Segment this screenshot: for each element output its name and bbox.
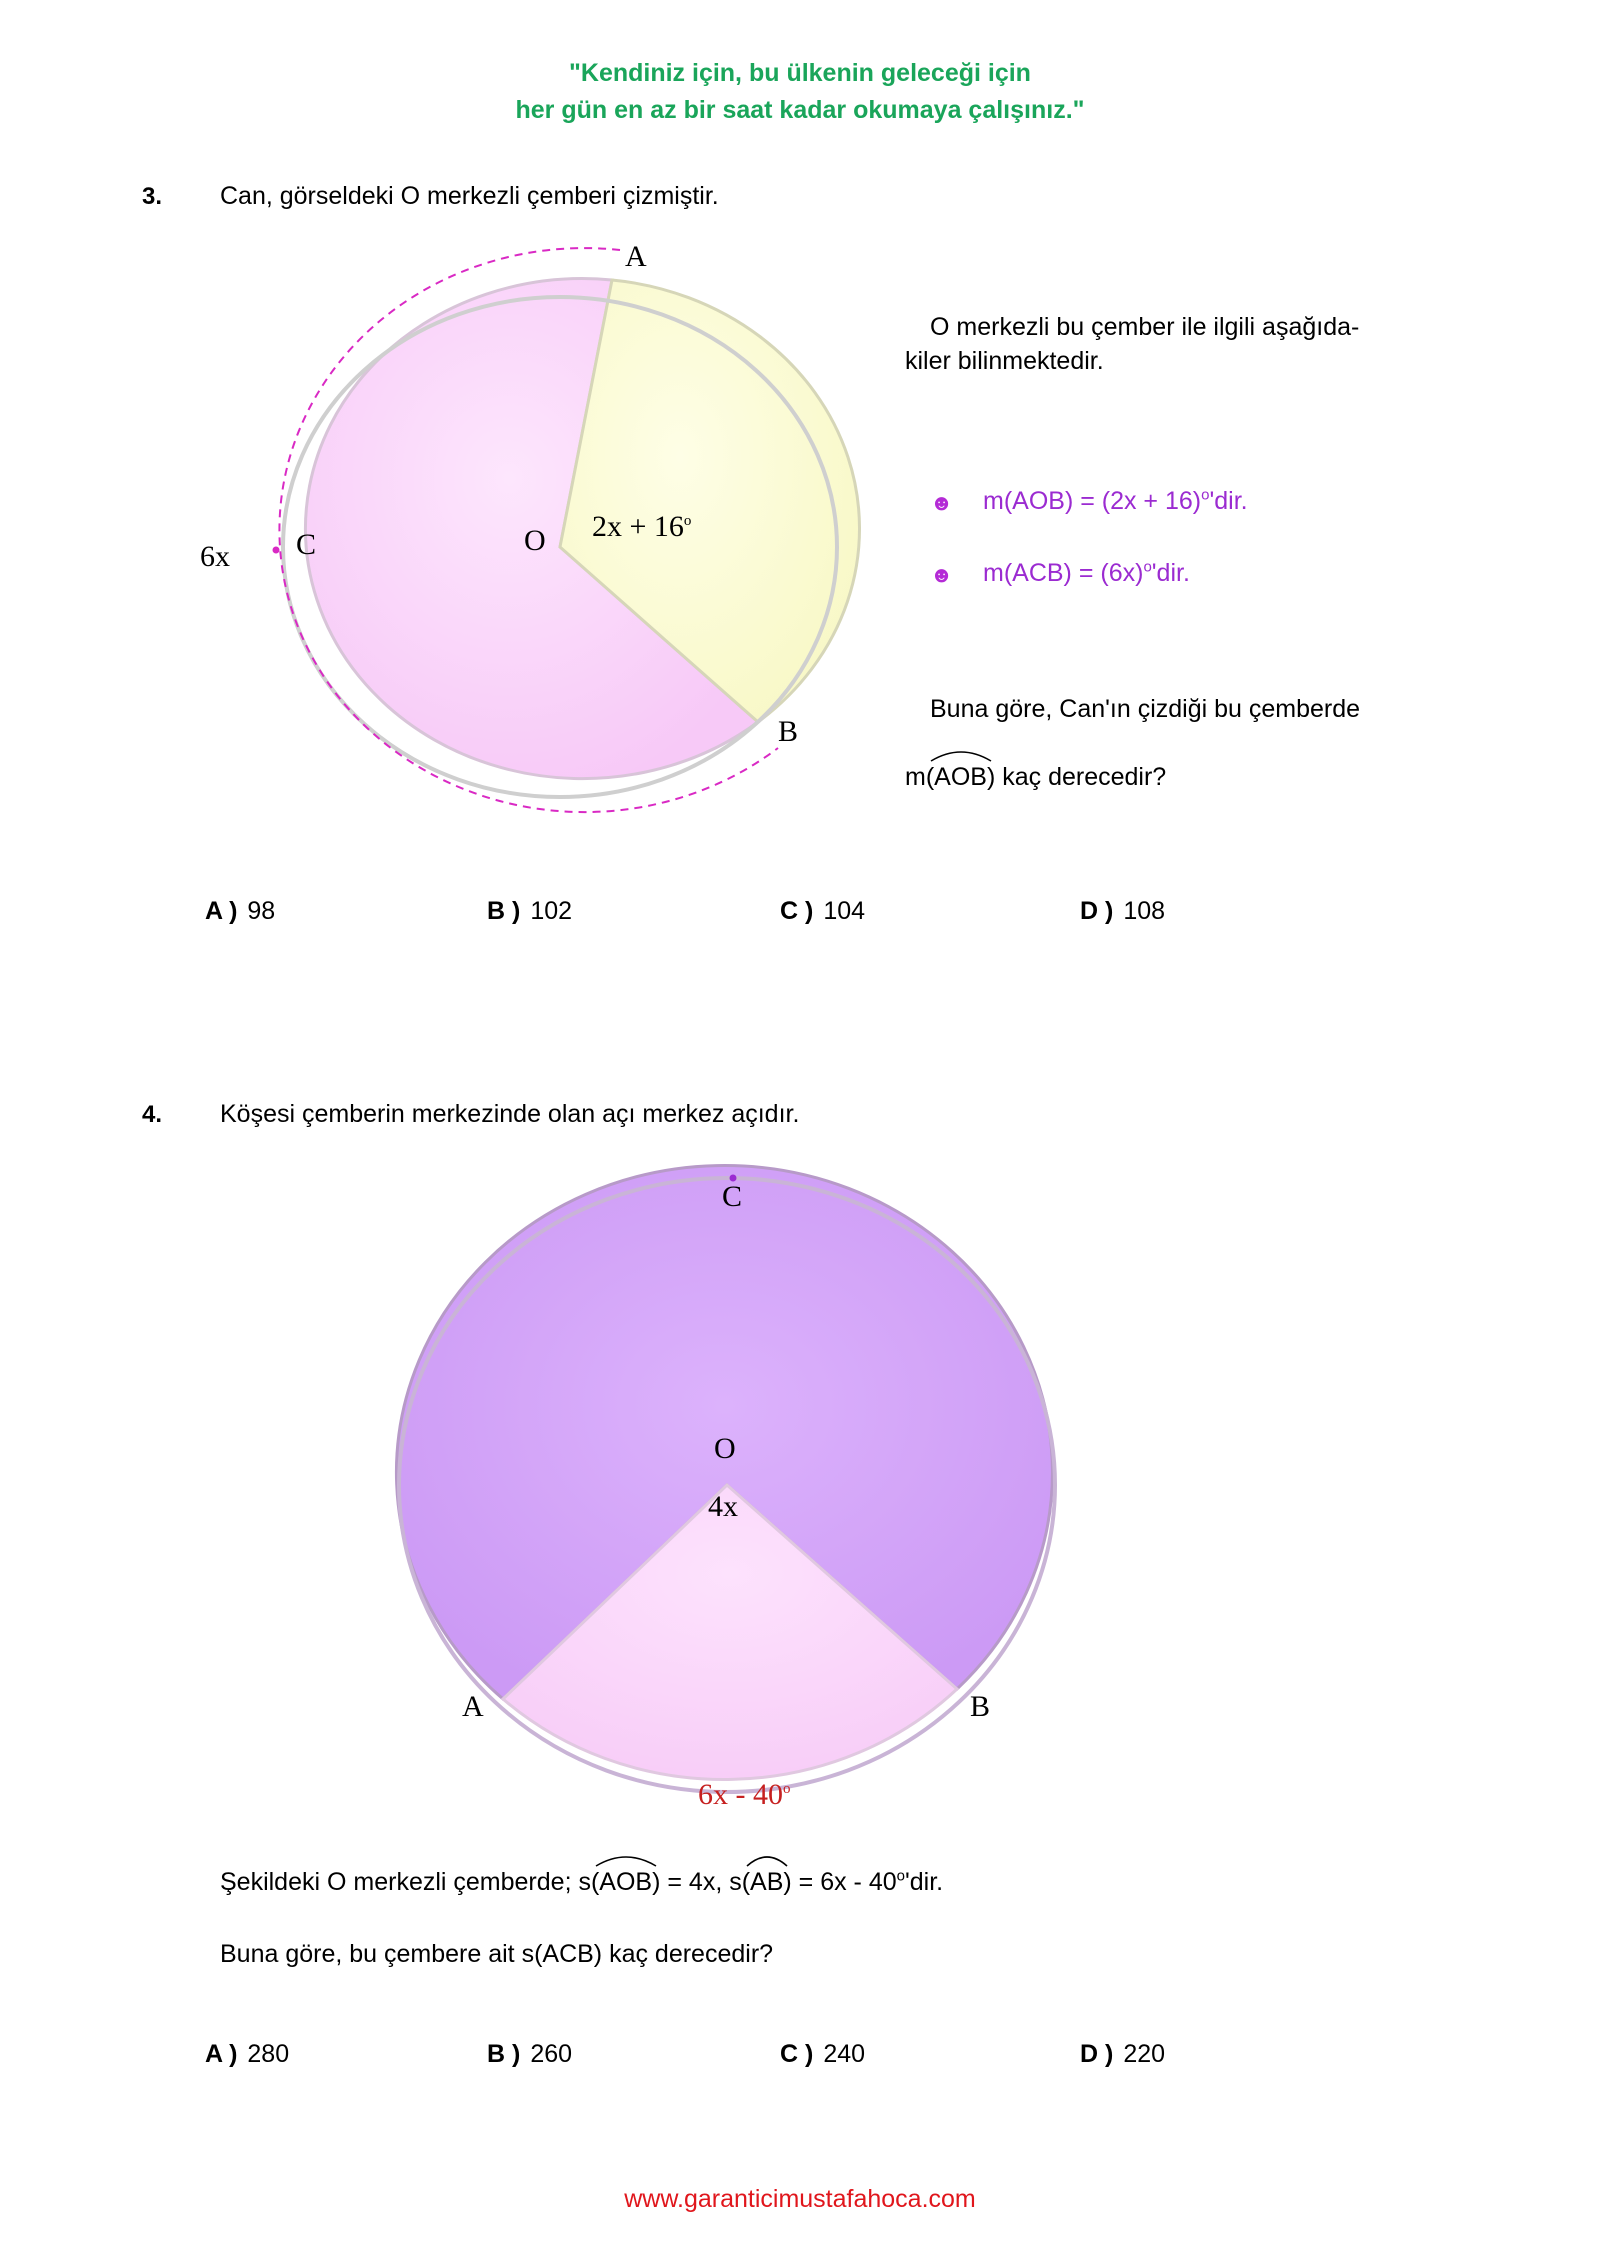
q4-question: Buna göre, bu çembere ait s(ACB) kaç derecedir? <box>220 1940 774 1968</box>
arc-symbol: AOB <box>934 763 987 792</box>
q4-label-b: B <box>970 1690 991 1723</box>
q4-option-c[interactable]: C ) 240 <box>780 2040 866 2068</box>
motto <box>0 55 1600 129</box>
motto-line-1: "Kendiniz için, bu ülkenin geleceği için <box>569 59 1031 87</box>
q3-info-line-1: O merkezli bu çember ile ilgili aşağıda- <box>930 313 1360 341</box>
q3-angle-label: $2x + 16^o$ <box>592 510 692 543</box>
q3-text: Can, görseldeki O merkezli çemberi çizmiştir. <box>220 182 719 210</box>
q3-arc-label: 6x <box>200 540 230 573</box>
q3-label-b: B <box>778 715 799 748</box>
q4-option-b[interactable]: B ) 260 <box>487 2040 573 2068</box>
smiley-icon: ☻ <box>930 490 954 515</box>
q3-label-a: A <box>625 240 647 273</box>
q3-bullet-2: $m(ACB) = (6x)^o'dir$. <box>983 558 1190 587</box>
q4-text: Köşesi çemberin merkezinde olan açı merkez açıdır. <box>220 1100 800 1128</box>
motto-line-2: her gün en az bir saat kadar okumaya çalışınız." <box>515 96 1085 124</box>
q4-arc-label: 6x - 40$^o$ <box>698 1778 791 1811</box>
q3-info-line-2: kiler bilinmektedir. <box>905 347 1104 375</box>
q3-option-c[interactable]: C ) 104 <box>780 897 866 925</box>
arc-symbol: AOB <box>599 1868 652 1897</box>
smiley-icon: ☻ <box>930 562 954 587</box>
q3-option-d[interactable]: D ) 108 <box>1080 897 1166 925</box>
q4-number: 4. <box>142 1101 163 1128</box>
q4-angle-label: 4x <box>708 1490 738 1523</box>
q3-point-c <box>273 547 280 554</box>
arc-symbol: AB <box>750 1868 783 1897</box>
q3-question-line-1: Buna göre, Can'ın çizdiği bu çemberde <box>930 695 1361 723</box>
q4-option-a[interactable]: A ) 280 <box>205 2040 290 2068</box>
q4-label-o: O <box>714 1432 736 1465</box>
footer-url[interactable]: www.garanticimustafahoca.com <box>624 2185 976 2213</box>
q4-label-c: C <box>722 1180 743 1213</box>
q4-option-d[interactable]: D ) 220 <box>1080 2040 1166 2068</box>
q3-number: 3. <box>142 183 163 210</box>
q3-bullet-1: $m(AOB) = (2x + 16)^o'dir$. <box>983 486 1248 515</box>
q3-option-b[interactable]: B ) 102 <box>487 897 573 925</box>
q3-question-line-2: m( AOB) kaç derecedir? <box>905 763 1166 792</box>
q4-statement: Şekildeki O merkezli çemberde; s( AOB) = 4x, s( AB) = 6x - 40$^o$'dir. <box>220 1868 943 1897</box>
q3-label-c: C <box>296 528 317 561</box>
q4-label-a: A <box>462 1690 484 1723</box>
q3-option-a[interactable]: A ) 98 <box>205 897 276 925</box>
q3-label-o: O <box>524 524 546 557</box>
